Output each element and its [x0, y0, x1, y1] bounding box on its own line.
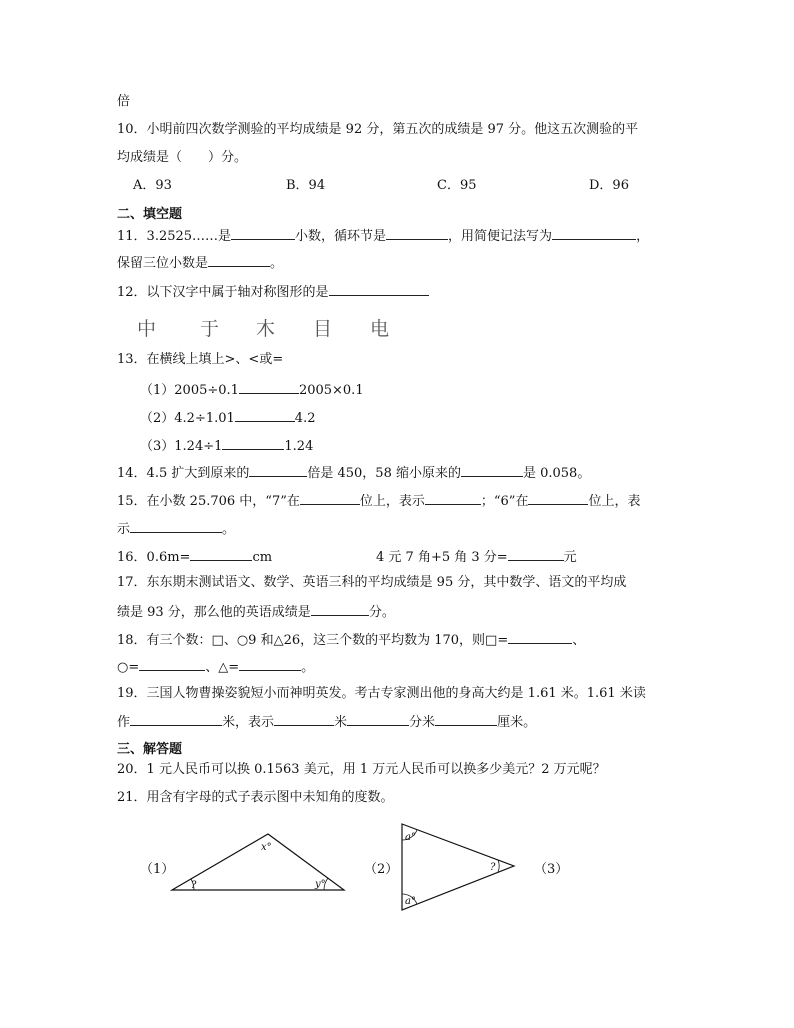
- q16-text-1: 16．0.6m=: [117, 550, 191, 565]
- figure-1-angle-y: y°: [315, 879, 326, 890]
- q15-line2: [117, 518, 235, 540]
- figure-1-angle-left: ?: [191, 880, 197, 891]
- q12-text: 12．以下汉字中属于轴对称图形的是: [117, 285, 329, 300]
- q12-char-zhong: 中: [137, 318, 157, 340]
- q16-text-4: 元: [563, 550, 577, 565]
- q9-tail: 倍: [117, 94, 131, 109]
- q18-text-5: 。: [301, 660, 315, 675]
- q10-option-b: B．94: [286, 178, 326, 193]
- q13-item-1-right: 2005×0.1: [298, 383, 364, 398]
- q18-line1: [117, 629, 585, 651]
- q13-item-2-right: 4.2: [294, 411, 316, 426]
- q17-text-1: 绩是 93 分，那么他的英语成绩是: [117, 605, 311, 620]
- q19-line2: [117, 711, 536, 733]
- q13-item-1: [140, 379, 364, 401]
- q13-item-2: [140, 407, 315, 429]
- q15-blank-2[interactable]: [425, 490, 481, 505]
- q11-blank-1[interactable]: [231, 225, 295, 240]
- q15-text-5: 示: [117, 522, 131, 537]
- q15-text-6: 。: [222, 522, 236, 537]
- q13-item-2-blank[interactable]: [235, 407, 295, 422]
- q13-title: 13．在横线上填上>、<或=: [117, 352, 284, 367]
- figure-2-outline: [402, 824, 514, 910]
- q12-blank[interactable]: [329, 281, 429, 296]
- q18-blank-1[interactable]: [508, 629, 572, 644]
- q15-blank-3[interactable]: [528, 490, 588, 505]
- q19-blank-4[interactable]: [435, 711, 497, 726]
- q20-text: 20．1 元人民币可以换 0.1563 美元，用 1 万元人民币可以换多少美元？2 万元呢？: [117, 762, 606, 777]
- q11-text-5: 保留三位小数是: [117, 256, 209, 271]
- q10-line2: 均成绩是（ ）分。: [117, 150, 248, 165]
- q11-line2: [117, 252, 283, 274]
- q18-text-2: 、: [572, 633, 586, 648]
- q18-text-4: 、△=: [205, 660, 240, 675]
- figure-1-triangle: [168, 826, 350, 896]
- q19-blank-1[interactable]: [130, 711, 222, 726]
- q17-line2: [117, 601, 395, 623]
- q18-text-1: 18．有三个数：□、○9 和△26，这三个数的平均数为 170，则□=: [117, 633, 509, 648]
- q19-text-1: 作: [117, 715, 131, 730]
- q15-blank-1[interactable]: [300, 490, 360, 505]
- q14-blank-2[interactable]: [461, 462, 523, 477]
- q15-text-1: 15．在小数 25.706 中，“7”在: [117, 494, 300, 509]
- q17-line1: 17．东东期末测试语文、数学、英语三科的平均成绩是 95 分，其中数学、语文的平均成: [117, 575, 627, 590]
- figure-1-angle-x: x°: [261, 842, 272, 853]
- q13-item-3: [140, 435, 313, 457]
- q16-line-part1: [117, 546, 272, 568]
- q16-text-2: cm: [252, 550, 273, 565]
- figure-2-triangle: [396, 818, 520, 914]
- q18-blank-3[interactable]: [239, 656, 301, 671]
- q15-line1: [117, 490, 640, 512]
- q12-char-mu: 木: [256, 318, 276, 340]
- q10-option-a: A．93: [133, 178, 172, 193]
- q18-blank-2[interactable]: [139, 656, 205, 671]
- q13-item-2-label: （2）: [140, 411, 175, 426]
- q16-blank-2[interactable]: [508, 546, 564, 561]
- q15-text-3: ；“6”在: [480, 494, 529, 509]
- figure-2-arc-right: [498, 860, 499, 872]
- q14-text-2: 倍是 450，58 缩小原来的: [307, 466, 461, 481]
- q13-item-3-right: 1.24: [284, 439, 314, 454]
- q11-text-6: 。: [270, 256, 284, 271]
- section-fill-blank-title: 二、填空题: [117, 207, 183, 222]
- q14-text-3: 是 0.058。: [522, 466, 591, 481]
- q19-text-4: 分米: [409, 715, 436, 730]
- figure-2-angle-a-bottom: a°: [405, 896, 416, 907]
- q10-option-d: D．96: [589, 178, 629, 193]
- q13-item-2-left: 4.2÷1.01: [174, 411, 235, 426]
- figure-3-label: （3）: [534, 862, 569, 877]
- section-answer-title: 三、解答题: [117, 742, 183, 757]
- q19-text-2: 米，表示: [222, 715, 275, 730]
- q11-text-3: ，用简便记法写为: [448, 229, 553, 244]
- q10-option-c: C．95: [437, 178, 477, 193]
- q12-char-yu: 于: [200, 318, 220, 340]
- q17-text-2: 分。: [368, 605, 395, 620]
- q19-blank-2[interactable]: [274, 711, 334, 726]
- q11-blank-4[interactable]: [208, 252, 270, 267]
- figure-2-angle-right: ?: [490, 862, 496, 873]
- q19-blank-3[interactable]: [347, 711, 409, 726]
- figure-1-label: （1）: [140, 862, 175, 877]
- q13-item-1-left: 2005÷0.1: [174, 383, 239, 398]
- q19-line1: 19．三国人物曹操姿貌短小而神明英发。考古专家测出他的身高大约是 1.61 米。1.61 米读: [117, 686, 646, 701]
- q12-char-dian: 电: [370, 318, 390, 340]
- q11-blank-2[interactable]: [386, 225, 448, 240]
- q16-text-3: 4 元 7 角+5 角 3 分=: [376, 550, 508, 565]
- q16-line-part2: [376, 546, 577, 568]
- q12-line: [117, 281, 429, 303]
- q11-blank-3[interactable]: [552, 225, 636, 240]
- q14-text-1: 14．4.5 扩大到原来的: [117, 466, 250, 481]
- q14-line: [117, 462, 590, 484]
- q13-item-1-label: （1）: [140, 383, 175, 398]
- q13-item-3-left: 1.24÷1: [174, 439, 223, 454]
- figure-2-label: （2）: [364, 862, 399, 877]
- q18-text-3: ○=: [117, 660, 140, 675]
- q21-text: 21．用含有字母的式子表示图中未知角的度数。: [117, 790, 394, 805]
- q13-item-3-blank[interactable]: [222, 435, 284, 450]
- q11-text-1: 11．3.2525……是: [117, 229, 232, 244]
- figure-2-angle-a-top: a°: [405, 832, 416, 843]
- q10-line1: 10．小明前四次数学测验的平均成绩是 92 分，第五次的成绩是 97 分。他这五次测验的平: [117, 122, 639, 137]
- q16-blank-1[interactable]: [190, 546, 252, 561]
- q15-text-4: 位上，表: [588, 494, 641, 509]
- q18-line2: [117, 656, 314, 678]
- q11-line1: [117, 225, 649, 247]
- q13-item-3-label: （3）: [140, 439, 175, 454]
- q11-text-2: 小数，循环节是: [295, 229, 387, 244]
- q15-text-2: 位上，表示: [359, 494, 425, 509]
- q15-blank-4[interactable]: [130, 518, 222, 533]
- q19-text-5: 厘米。: [497, 715, 537, 730]
- q14-blank-1[interactable]: [249, 462, 307, 477]
- q17-blank-1[interactable]: [311, 601, 369, 616]
- q19-text-3: 米: [334, 715, 348, 730]
- q13-item-1-blank[interactable]: [239, 379, 299, 394]
- q11-text-4: ，: [636, 229, 650, 244]
- q12-char-mu-eye: 目: [313, 318, 333, 340]
